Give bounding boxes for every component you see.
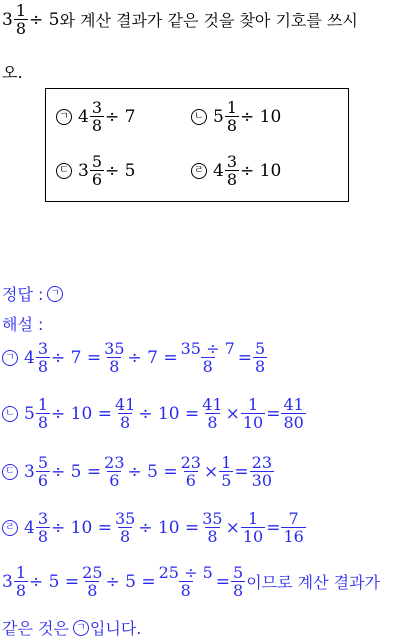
- options-box: [45, 88, 349, 202]
- explanation-final: 3 $\frac{1}{8}$ ÷ 5 = $\frac{25}{8}$ ÷ 5 = $\frac{25 \div 5}{8}$ = $\frac{5}{8}$ 이므로 계산 결과가: [2, 563, 381, 600]
- answer-label: 정답 :: [2, 285, 44, 304]
- circled-mark-icon: ㄷ: [2, 464, 18, 480]
- conclusion-line: 같은 것은 ㄱ 입니다.: [2, 619, 142, 638]
- circled-mark-icon: ㄱ: [73, 620, 89, 636]
- explanation-row-2: ㄴ 5 $\frac{1}{8}$ ÷ 10 = $\frac{41}{8}$ ÷ 10 = $\frac{41}{8}$ × $\frac{1}{10}$ = $\frac{41}{80}$: [2, 396, 307, 431]
- explanation-row-4: ㄹ 4 $\frac{3}{8}$ ÷ 10 = $\frac{35}{8}$ ÷ 10 = $\frac{35}{8}$ × $\frac{1}{10}$ = $\frac{7}{16}$: [2, 510, 307, 545]
- explanation-label: 해설 :: [2, 315, 44, 334]
- explanation-row-3: ㄷ 3 $\frac{5}{6}$ ÷ 5 = $\frac{23}{6}$ ÷ 5 = $\frac{23}{6}$ × $\frac{1}{5}$ = $\frac{23}{30}$: [2, 454, 275, 489]
- option-2: ㄴ 5 $\frac{1}{8}$ ÷ 10: [191, 99, 281, 134]
- circled-mark-icon: ㄴ: [191, 109, 207, 125]
- circled-mark-icon: ㄴ: [2, 406, 18, 422]
- conclusion-text: 이므로 계산 결과가: [246, 573, 381, 592]
- circled-mark-icon: ㄱ: [47, 286, 63, 302]
- circled-mark-icon: ㄹ: [191, 163, 207, 179]
- lead-fraction: $\frac{1}{8}$: [15, 1, 27, 38]
- circled-mark-icon: ㄱ: [2, 350, 18, 366]
- circled-mark-icon: ㄹ: [2, 520, 18, 536]
- question-line-1: [2, 2, 358, 37]
- option-3: ㄷ 3 $\frac{5}{6}$ ÷ 5: [56, 153, 135, 188]
- circled-mark-icon: ㄷ: [56, 163, 72, 179]
- answer-line: [2, 282, 69, 305]
- circled-mark-icon: ㄱ: [56, 109, 72, 125]
- option-4: ㄹ 4 $\frac{3}{8}$ ÷ 10: [191, 153, 281, 188]
- lead-operator: ÷ 5: [29, 9, 60, 30]
- question-text: 와 계산 결과가 같은 것을 찾아 기호를 쓰시: [59, 11, 358, 30]
- option-1: ㄱ 4 $\frac{3}{8}$ ÷ 7: [56, 99, 135, 134]
- question-line-2: 오.: [2, 63, 23, 82]
- lead-whole: 3: [2, 9, 13, 30]
- explanation-row-1: ㄱ 4 $\frac{3}{8}$ ÷ 7 = $\frac{35}{8}$ ÷ 7 = $\frac{35 \div 7}{8}$ = $\frac{5}{8}$: [2, 340, 268, 375]
